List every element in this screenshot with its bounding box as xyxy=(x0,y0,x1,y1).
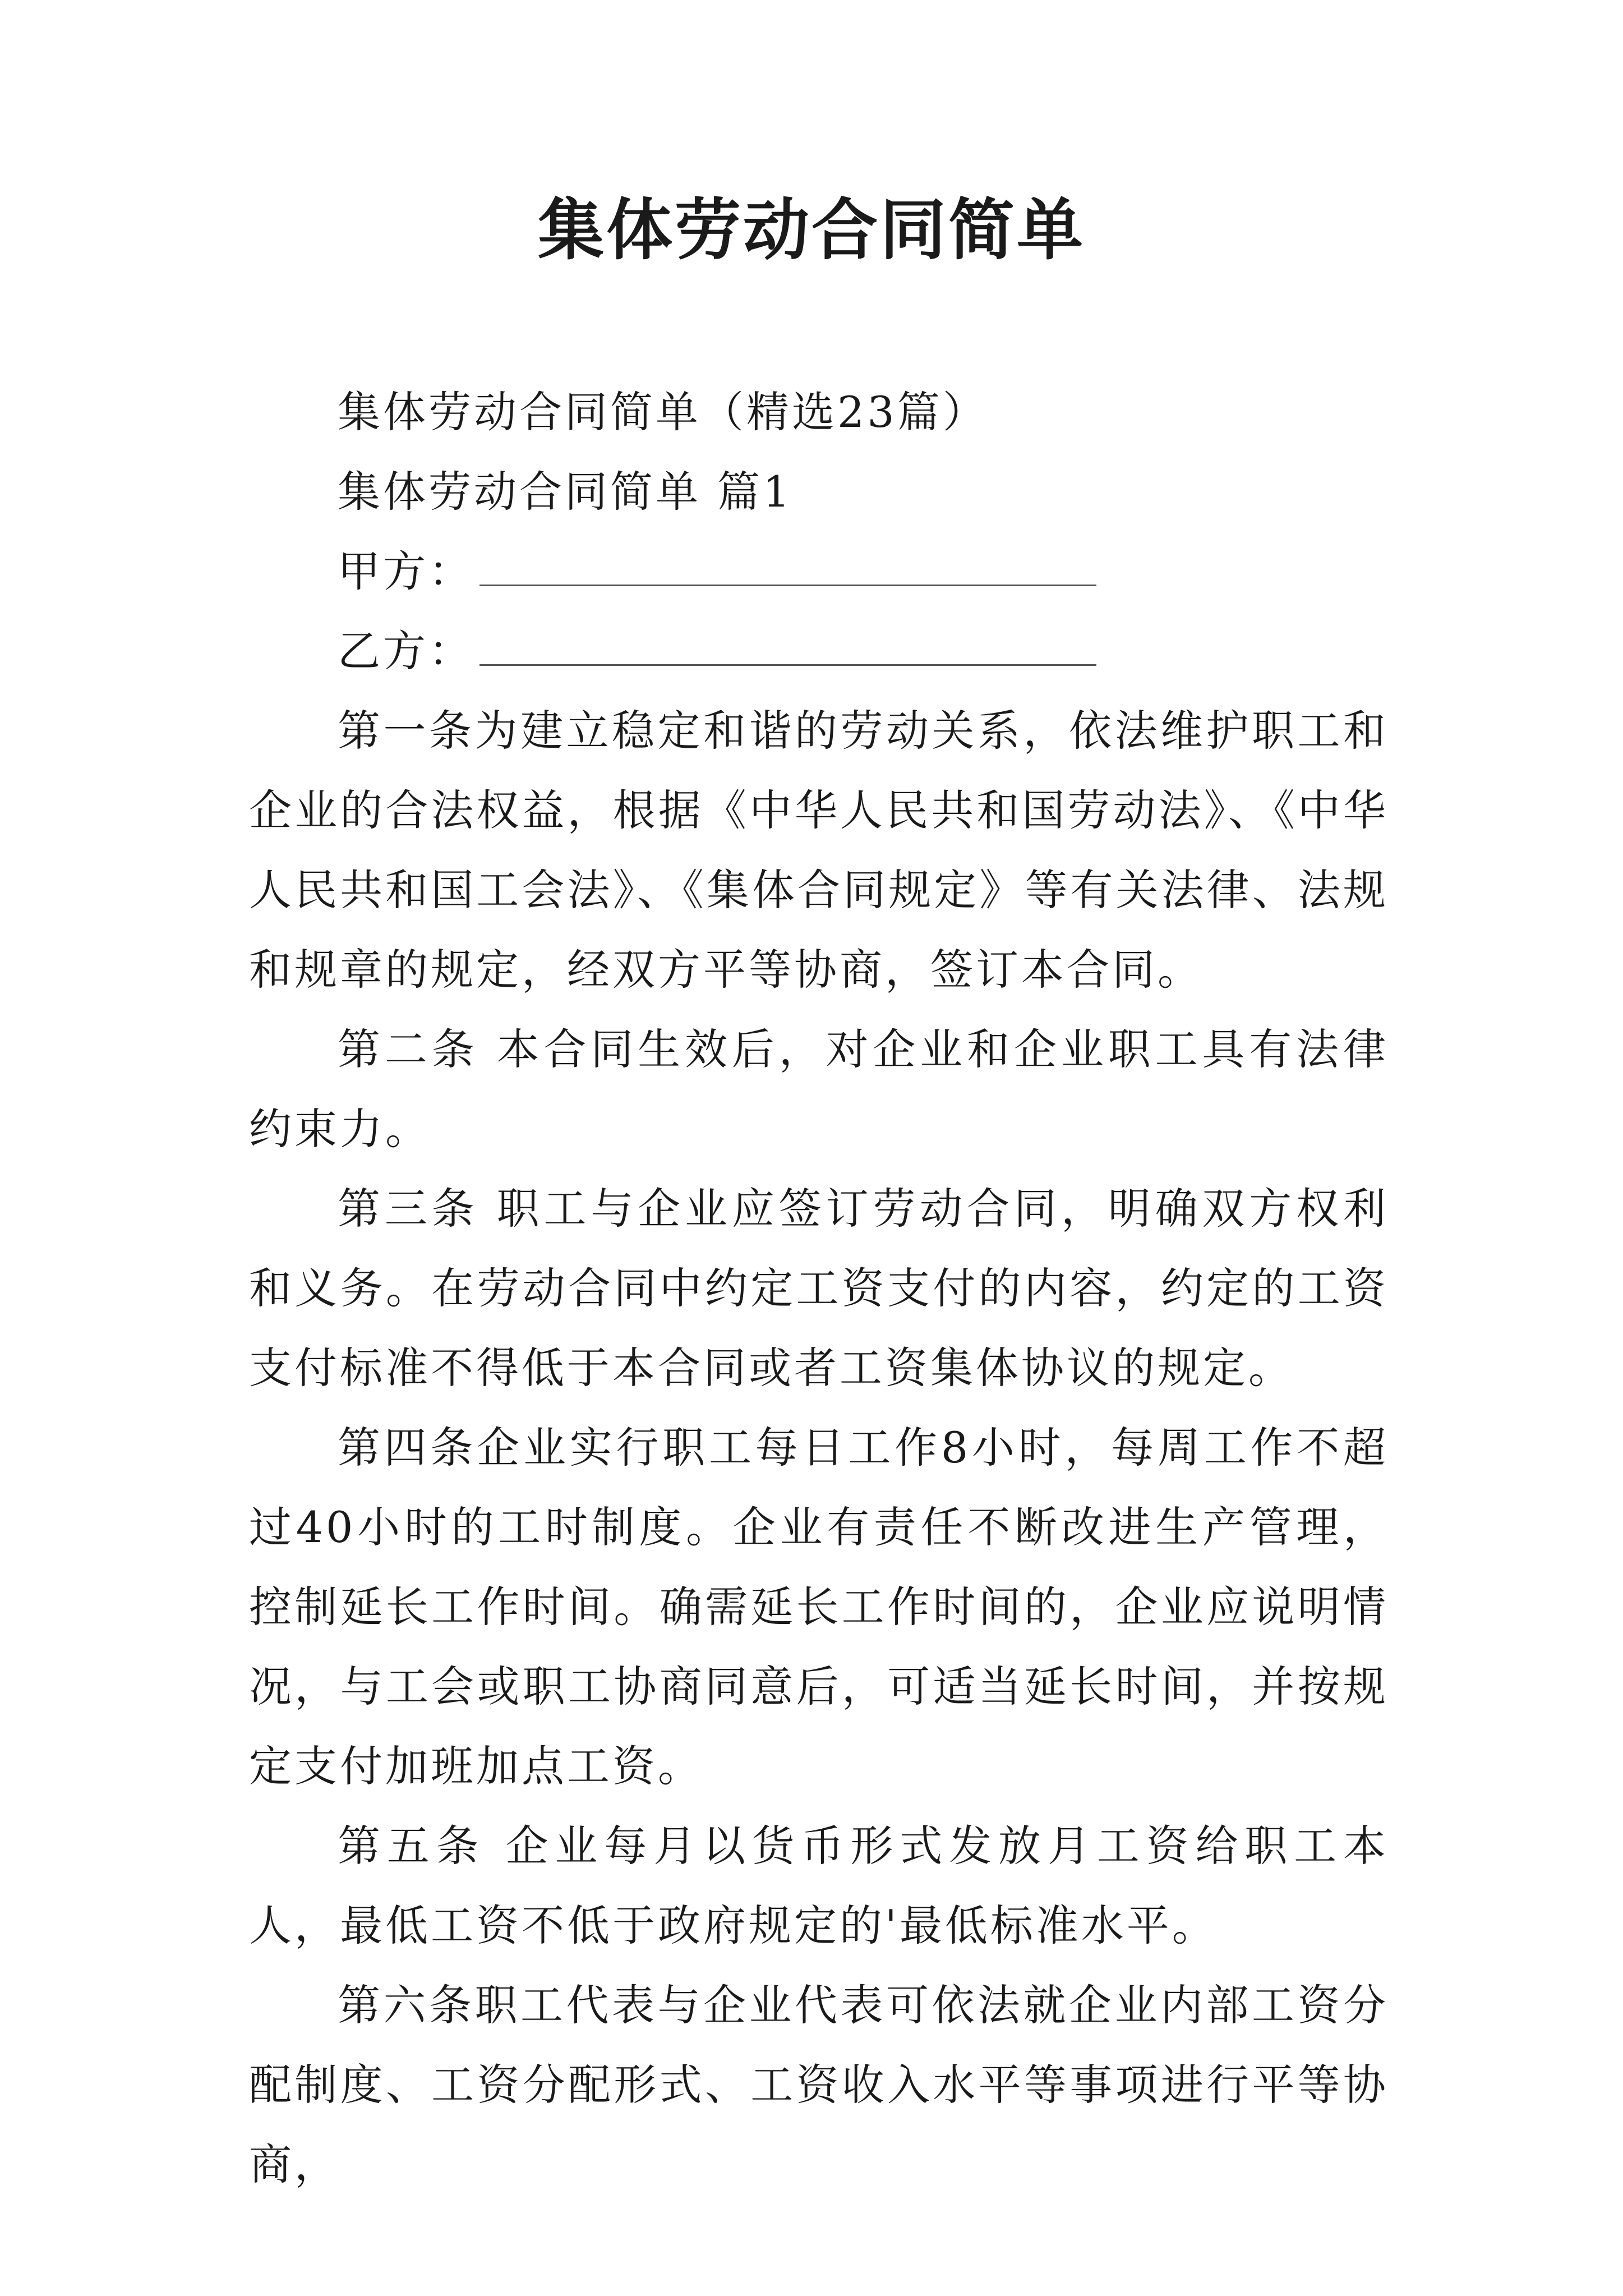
article-3-paragraph: 第三条 职工与企业应签订劳动合同，明确双方权利和义务。在劳动合同中约定工资支付的内容，约定的工资支付标准不得低于本合同或者工资集体协议的规定。 xyxy=(249,1184,1389,1393)
article-2-paragraph: 第二条 本合同生效后，对企业和企业职工具有法律约束力。 xyxy=(249,1024,1389,1154)
article-4-paragraph: 第四条企业实行职工每日工作8小时，每周工作不超过40小时的工时制度。企业有责任不断改进生产管理，控制延长工作时间。确需延长工作时间的，企业应说明情况，与工会或职工协商同意后，可适当延长时间，并按规定支付加班加点工资。 xyxy=(249,1423,1389,1791)
document-body xyxy=(249,372,1389,2205)
section-heading: 集体劳动合同简单 篇1 xyxy=(338,467,793,517)
party-b-row xyxy=(249,611,1389,691)
party-a-label: 甲方： xyxy=(338,546,474,596)
article-5-paragraph: 第五条 企业每月以货币形式发放月工资给职工本人，最低工资不低于政府规定的'最低标准水平。 xyxy=(249,1821,1389,1950)
party-a-blank-line xyxy=(479,581,1096,586)
document-subtitle: 集体劳动合同简单（精选23篇） xyxy=(338,387,988,437)
party-b-label: 乙方： xyxy=(338,626,474,676)
party-a-row xyxy=(249,532,1389,611)
party-b-blank-line xyxy=(479,661,1096,666)
article-1-paragraph: 第一条为建立稳定和谐的劳动关系，依法维护职工和企业的合法权益，根据《中华人民共和国劳动法》、《中华人民共和国工会法》、《集体合同规定》等有关法律、法规和规章的规定，经双方平等协商，签订本合同。 xyxy=(249,706,1389,995)
document-title: 集体劳动合同简单 xyxy=(537,191,1085,269)
article-6-paragraph: 第六条职工代表与企业代表可依法就企业内部工资分配制度、工资分配形式、工资收入水平等事项进行平等协商， xyxy=(249,1980,1389,2189)
